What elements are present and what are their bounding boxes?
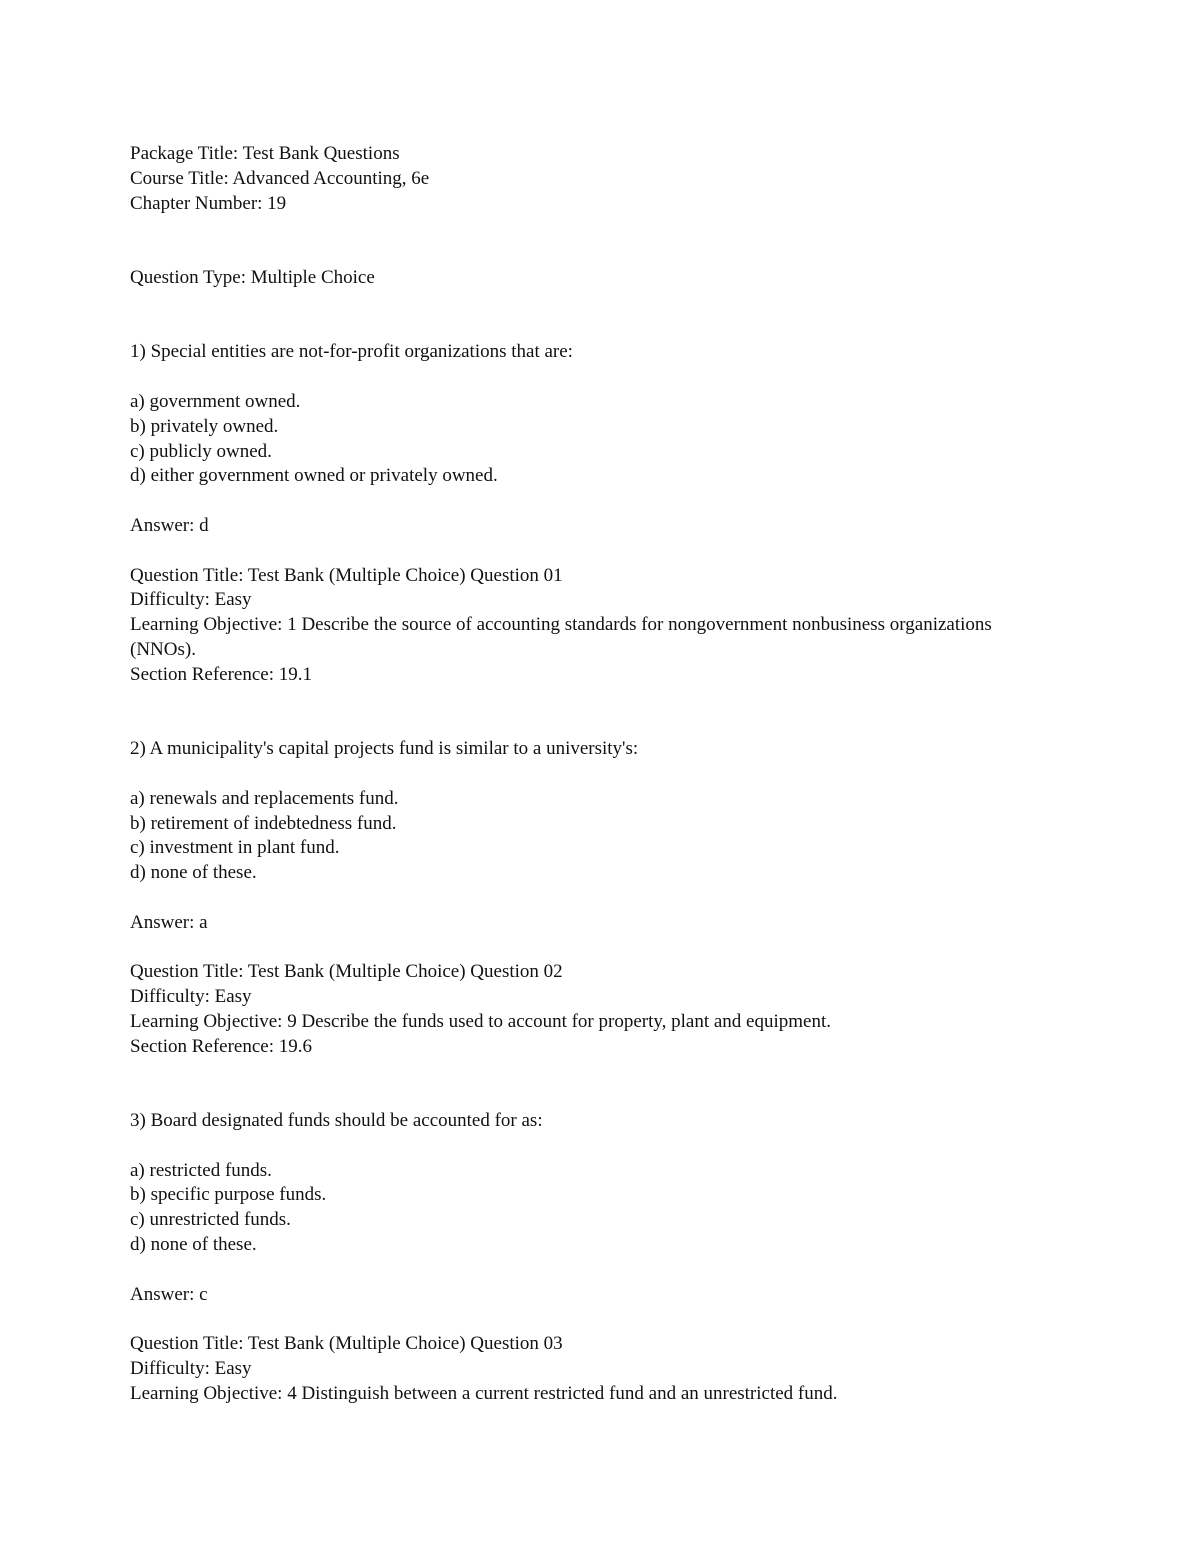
question-title: Question Title: Test Bank (Multiple Choice) Question 01 <box>130 564 563 586</box>
answer-option-a: a) restricted funds. <box>130 1159 272 1181</box>
answer-option-d: d) none of these. <box>130 1234 257 1256</box>
question-block-3 <box>130 1109 1090 1407</box>
question-stem: 1) Special entities are not-for-profit organizations that are: <box>130 341 573 363</box>
question-stem: 2) A municipality's capital projects fund is similar to a university's: <box>130 738 639 760</box>
learning-objective: Learning Objective: 4 Distinguish between a current restricted fund and an unrestricted fund. <box>130 1382 838 1404</box>
answer-option-c: c) unrestricted funds. <box>130 1209 291 1231</box>
answer-key: Answer: c <box>130 1283 208 1305</box>
section-reference: Section Reference: 19.1 <box>130 663 313 685</box>
answer-option-c: c) investment in plant fund. <box>130 837 340 859</box>
difficulty: Difficulty: Easy <box>130 589 252 611</box>
question-stem: 3) Board designated funds should be accounted for as: <box>130 1110 543 1132</box>
difficulty: Difficulty: Easy <box>130 1358 252 1380</box>
answer-option-b: b) retirement of indebtedness fund. <box>130 812 397 834</box>
answer-key: Answer: d <box>130 514 209 536</box>
course-title: Course Title: Advanced Accounting, 6e <box>130 167 430 189</box>
learning-objective: Learning Objective: 1 Describe the source of accounting standards for nongovernment nonbusiness organizations (NNOs). <box>130 614 992 660</box>
document-body <box>130 142 1090 1407</box>
answer-option-b: b) privately owned. <box>130 415 279 437</box>
package-title: Package Title: Test Bank Questions <box>130 143 400 164</box>
answer-option-a: a) renewals and replacements fund. <box>130 787 399 809</box>
question-title: Question Title: Test Bank (Multiple Choice) Question 03 <box>130 1333 563 1355</box>
question-block-1 <box>130 340 1090 687</box>
answer-option-d: d) none of these. <box>130 862 257 884</box>
section-reference: Section Reference: 19.6 <box>130 1035 313 1057</box>
chapter-number: Chapter Number: 19 <box>130 192 287 214</box>
answer-key: Answer: a <box>130 911 208 933</box>
difficulty: Difficulty: Easy <box>130 986 252 1008</box>
question-block-2 <box>130 737 1090 1059</box>
answer-option-c: c) publicly owned. <box>130 440 272 462</box>
question-type: Question Type: Multiple Choice <box>130 266 375 288</box>
answer-option-a: a) government owned. <box>130 390 301 412</box>
answer-option-b: b) specific purpose funds. <box>130 1184 327 1206</box>
answer-option-d: d) either government owned or privately owned. <box>130 465 498 487</box>
learning-objective: Learning Objective: 9 Describe the funds used to account for property, plant and equipment. <box>130 1010 832 1032</box>
question-title: Question Title: Test Bank (Multiple Choice) Question 02 <box>130 961 563 983</box>
